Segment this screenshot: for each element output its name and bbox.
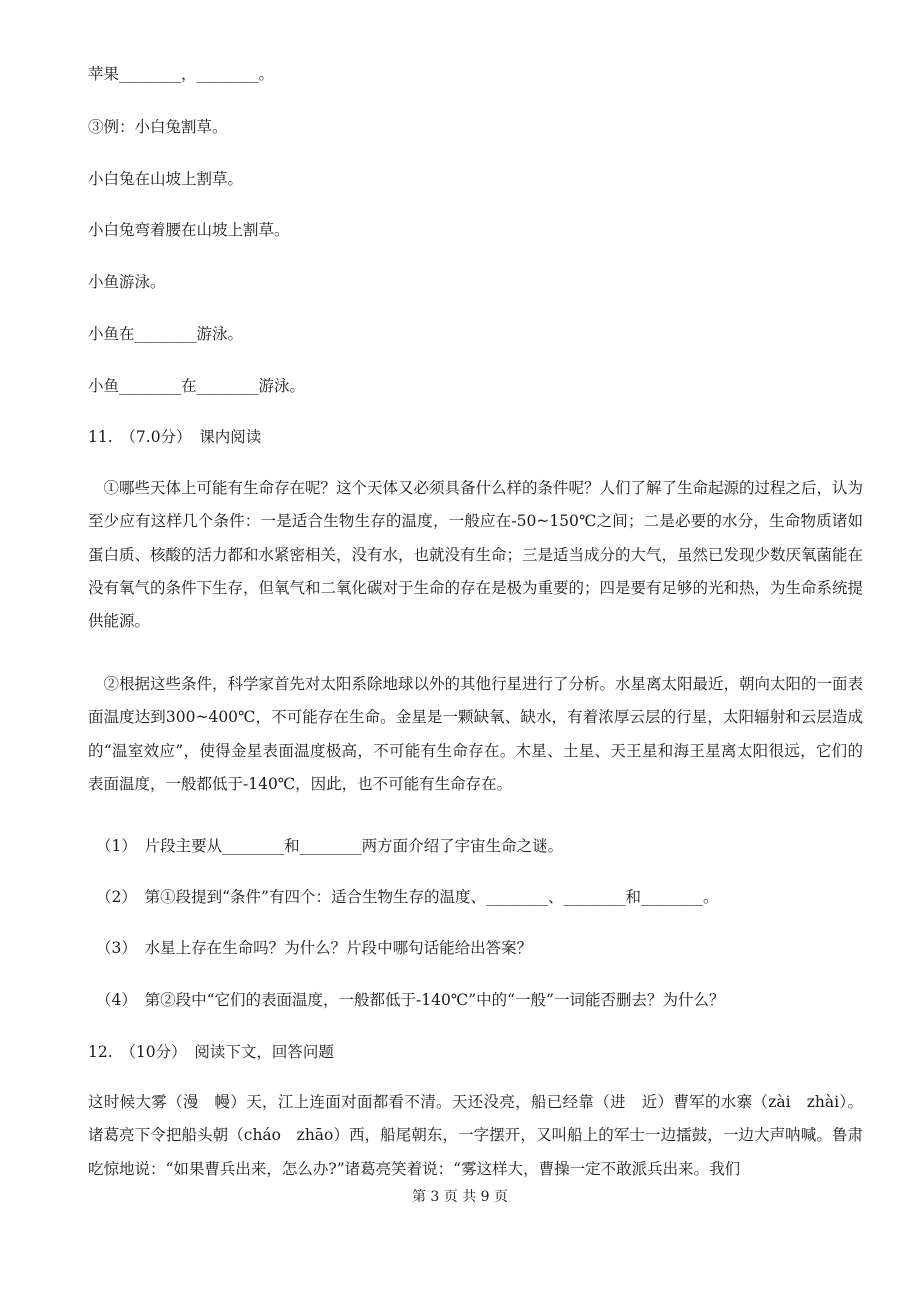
text-line: 苹果________，________。 [88,65,275,83]
q11-paragraph-2: ②根据这些条件，科学家首先对太阳系除地球以外的其他行星进行了分析。水星离太阳最近，朝向太阳的一面表面温度达到300~400℃，不可能存在生命。金星是一颗缺氧、缺水，有着浓厚云层的行星，太阳辐射和云层造成的“温室效应”，使得金星表面温度极高，不可能有生命存在。木星、土星、天王星和海王星离太阳很远，它们的表面温度，一般都低于-140℃，因此，也不可能有生命存在。 [88,675,864,793]
q11-sub-question: （3） 水星上存在生命吗？为什么？片段中哪句话能给出答案？ [96,939,533,957]
page-footer: 第 3 页 共 9 页 [411,1189,509,1205]
q11-sub-question: （4） 第②段中“它们的表面温度，一般都低于-140℃”中的“一般”一词能否删去？为什么？ [96,991,725,1009]
text-line: 小白兔在山坡上割草。 [88,170,244,188]
text-line: 小鱼________在________游泳。 [88,377,306,395]
q11-sub-question: （2） 第①段提到“条件”有四个：适合生物生存的温度、________、________和________。 [96,888,719,906]
text-line: 小鱼在________游泳。 [88,325,244,343]
text-line: ③例：小白兔割草。 [88,118,228,136]
question-12-header: 12. （10分） 阅读下文，回答问题 [88,1043,334,1061]
q11-paragraph-1: ①哪些天体上可能有生命存在呢？这个天体又必须具备什么样的条件呢？人们了解了生命起源的过程之后，认为至少应有这样几个条件：一是适合生物生存的温度，一般应在-50~150℃之间；二是必要的水分，生命物质诸如蛋白质、核酸的活力都和水紧密相关，没有水，也就没有生命；三是适当成分的大气，虽然已发现少数厌氧菌能在没有氧气的条件下生存，但氧气和二氧化碳对于生命的存在是极为重要的；四是要有足够的光和热，为生命系统提供能源。 [88,479,864,631]
q11-sub-question: （1） 片段主要从________和________两方面介绍了宇宙生命之谜。 [96,837,564,855]
q12-paragraph: 这时候大雾（漫 幔）天，江上连面对面都看不清。天还没亮，船已经靠（进 近）曹军的水寨（zài zhài）。诸葛亮下令把船头朝（cháo zhāo）西，船尾朝东，一字摆开，又叫船上的军士一边擂鼓，一边大声呐喊。鲁肃吃惊地说：“如果曹兵出来，怎么办?”诸葛亮笑着说：“雾这样大，曹操一定不敢派兵出来。我们 [88,1093,863,1178]
text-line: 小白兔弯着腰在山坡上割草。 [88,221,290,239]
text-line: 小鱼游泳。 [88,273,166,291]
question-11-header: 11. （7.0分） 课内阅读 [88,428,262,446]
